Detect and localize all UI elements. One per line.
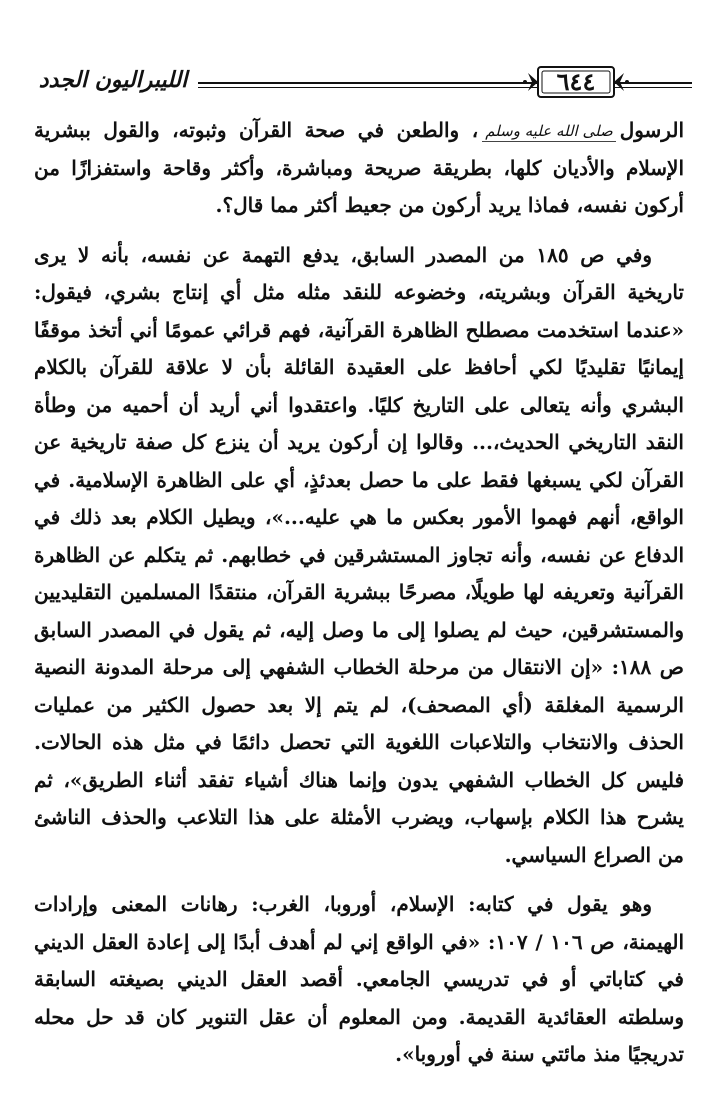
paragraph-1 [34,112,684,225]
paragraph-1-rest: ، والطعن في صحة القرآن وثبوته، والقول ببشرية الإسلام والأديان كلها، بطريقة صريحة ومباشرة، وأكثر وقاحة واستفزازًا من أركون نفسه، فماذا يريد أركون من جعيط أكثر مما قال؟. [34,118,684,217]
body-text [34,112,684,1086]
running-title: الليبراليون الجدد [28,66,198,94]
paragraph-2: وفي ص ١٨٥ من المصدر السابق، يدفع التهمة عن نفسه، بأنه لا يرى تاريخية القرآن وبشريته، وخضوعه للنقد مثله مثل أي إنتاج بشري، فيقول: «عندما استخدمت مصطلح الظاهرة القرآنية، فهم قرائي عمومًا أني أتخذ موقفًا إيمانيًا تقليديًا لكي أحافظ على العقيدة القائلة بأن لا علاقة للقرآن بالكلام البشري وأنه يتعالى على التاريخ كليًا. واعتقدوا أني أريد أن أحميه من وطأة النقد التاريخي الحديث،... وقالوا إن أركون يريد أن ينزع كل صفة تاريخية عن القرآن لكي يسبغها فقط على ما حصل بعدئذٍ، أي على الظاهرة الإسلامية. في الواقع، أنهم فهموا الأمور بعكس ما هي عليه...»، ويطيل الكلام بعد ذلك في الدفاع عن نفسه، وأنه تجاوز المستشرقين في خطابهم. ثم يتكلم عن الظاهرة القرآنية وتعريفه لها طويلًا، مصرحًا ببشرية القرآن، منتقدًا المسلمين التقليديين والمستشرقين، حيث لم يصلوا إلى ما وصل إليه، ثم يقول في المصدر السابق ص ١٨٨: «إن الانتقال من مرحلة الخطاب الشفهي إلى مرحلة المدونة النصية الرسمية المغلقة (أي المصحف)، لم يتم إلا بعد حصول الكثير من عمليات الحذف والانتخاب والتلاعبات اللغوية التي تحصل دائمًا في مثل هذه الحالات. فليس كل الخطاب الشفهي يدون وإنما هناك أشياء تفقد أثناء الطريق»، ثم يشرح هذا الكلام بإسهاب، ويضرب الأمثلة على هذا التلاعب والحذف الناشئ من الصراع السياسي. [34,242,685,867]
paragraph-1-start: الرسول [619,118,684,142]
paragraph-3: وهو يقول في كتابه: الإسلام، أوروبا، الغرب: رهانات المعنى وإرادات الهيمنة، ص ١٠٦ / ١٠٧: «في الواقع إني لم أهدف أبدًا إلى إعادة العقل الديني في كتاباتي أو في تدريسي الجامعي. أقصد العقل الديني بصيغته السابقة وسلطته العقائدية القديمة. ومن المعلوم أن عقل التنوير كان قد حل محله تدريجيًا منذ مائتي سنة في أوروبا». [34,892,685,1066]
honorific-calligraphy: صلى الله عليه وسلم [482,121,616,142]
page-number: ٦٤٤ [556,67,596,96]
page-number-ornament [522,64,630,100]
page-header [28,58,692,106]
